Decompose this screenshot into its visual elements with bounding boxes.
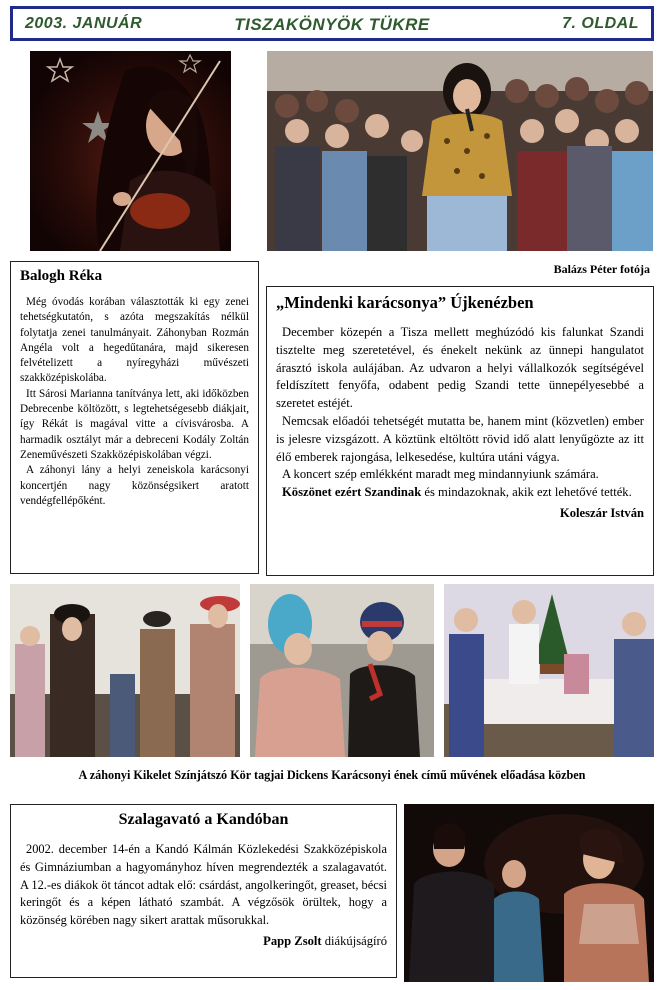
article-balogh-reka [10, 261, 259, 574]
article-paragraph: A záhonyi lány a helyi zeneiskola karácsonyi koncertjén nagy közönségsikert aratott vendégfellépőként. [20, 464, 249, 507]
photo-credit: Balázs Péter fotója [553, 262, 650, 276]
page-number: 7. OLDAL [562, 15, 639, 32]
article-paragraph: Nemcsak előadói tehetségét mutatta be, hanem mint (közvetlen) ember is jelesre vizsgázott. A köztünk eltöltött rövid idő alatt lenyűgözte az itt élő emberek rajongása, lelkesedése, kultúra utáni vágya. [276, 413, 644, 464]
theater-caption: A záhonyi Kikelet Színjátszó Kör tagjai Dickens Karácsonyi ének című művének előadása közben [78, 768, 586, 782]
article-paragraph: 2002. december 14-én a Kandó Kálmán Közlekedési Szakközépiskola és Gimnáziumban a hagyományhoz híven megrendezték a szalagavatót. A 12.-es diákok öt táncot adtak elő: csárdást, angolkeringőt, greaset, bécsi keringőt és a képen látható szambát. A végzősök örültek, hogy a közönség körében nagy sikert arattak műsorukkal. [20, 842, 387, 928]
author-name: Papp Zsolt [263, 933, 322, 948]
article-paragraph: Itt Sárosi Marianna tanítványa lett, aki időközben Debrecenbe költözött, s legtehetségesebb diákjait, így Rékát is magával vitte a cívisvárosba. A harmadik osztályt már a debreceni Kodály Zoltán Zeneművészeti Szakközépiskolában végzi. [20, 387, 249, 461]
theater-photo-2 [250, 584, 434, 757]
thanks-emphasis: Köszönet ezért Szandinak [282, 485, 422, 500]
article-title: „Mindenki karácsonya” Újkenézben [276, 293, 534, 312]
dancers-photo [404, 804, 654, 982]
article-mindenki-karacsonya [266, 286, 654, 576]
article-author: Koleszár István [559, 505, 644, 520]
article-thanks [276, 484, 644, 502]
concert-photo [267, 51, 653, 251]
article-title: Balogh Réka [20, 268, 103, 284]
issue-date: 2003. JANUÁR [25, 15, 143, 32]
violinist-photo [30, 51, 231, 251]
article-paragraph: December közepén a Tisza mellett meghúzódó kis falunkat Szandi tisztelte meg szeretetével, és énekelt nekünk az ünnepi hangulatot árasztó iskola aulájában. Az udvaron a helyi vállalkozók segítségével feldíszített fenyőfa, odabent pedig Szandi tette ünnepélyesebbé a szeretet estéjét. [276, 325, 644, 411]
newspaper-title: TISZAKÖNYÖK TÜKRE [234, 15, 430, 34]
theater-photo-3 [444, 584, 654, 757]
article-paragraph: Még óvodás korában választották ki egy zenei tehetségkutatón, s azóta megszakítás nélkül folytatja zenei tanulmányait. Záhonyban Rozmán Angéla volt a hegedűtanára, majd sikeresen felvételizett a nyíregyházi művészeti szakközépiskolába. [20, 296, 249, 385]
page-header [10, 6, 654, 41]
thanks-rest: és mindazoknak, akik ezt lehetővé tették. [421, 485, 632, 500]
article-title: Szalagavató a Kandóban [118, 811, 289, 828]
article-szalagavato [10, 804, 397, 978]
article-paragraph: A koncert szép emlékként maradt meg mindannyiunk számára. [282, 467, 599, 482]
author-role: diákújságíró [321, 933, 387, 948]
theater-photo-1 [10, 584, 240, 757]
article-author [20, 934, 387, 949]
